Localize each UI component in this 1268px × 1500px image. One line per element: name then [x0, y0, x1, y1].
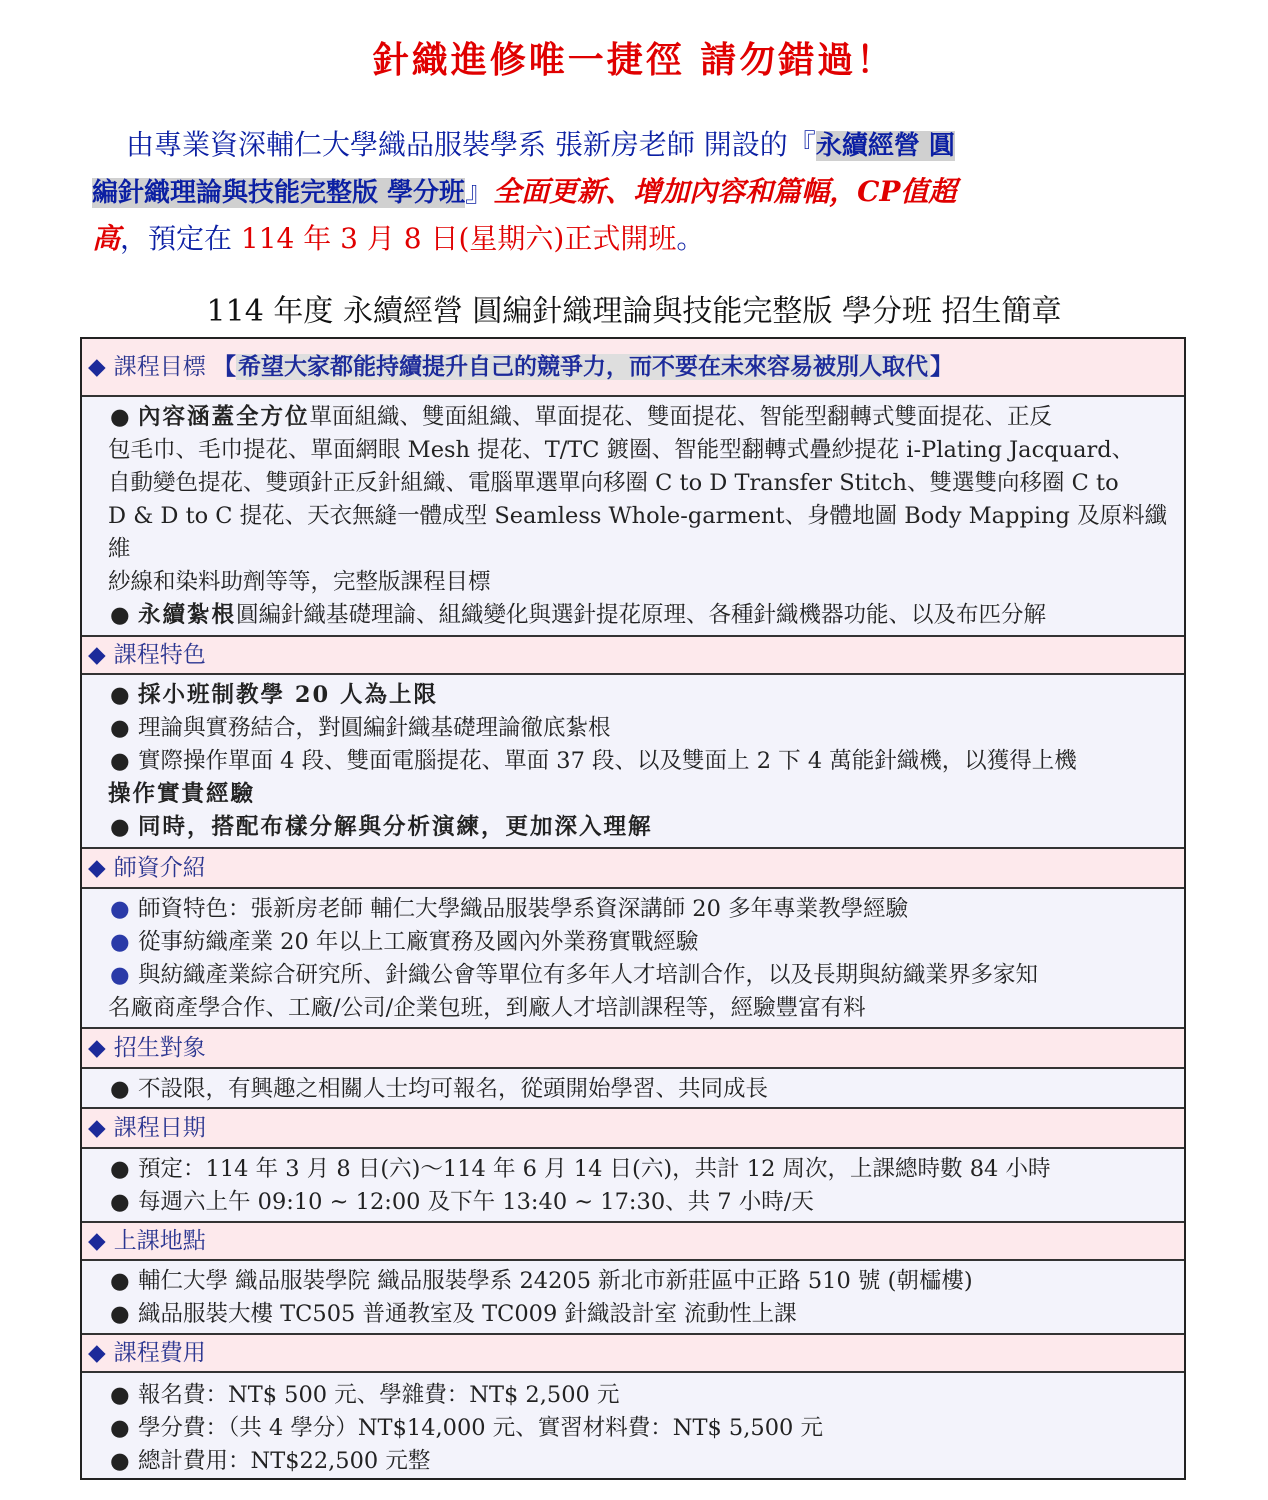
headline: 針織進修唯一捷徑 請勿錯過！ [372, 40, 896, 81]
section-title: 課程特色 [113, 642, 206, 668]
section-header-features [82, 637, 1184, 675]
course-name-highlight-2: 編針織理論與技能完整版 學分班 [92, 178, 466, 208]
section-body-dates [82, 1149, 1184, 1223]
list-item: ● 織品服裝大樓 TC505 普通教室及 TC009 針織設計室 流動性上課 [110, 1298, 1180, 1331]
update-notice: 全面更新、增加內容和篇幅，CP值超 [493, 175, 957, 208]
list-item: ● 不設限，有興趣之相關人士均可報名，從頭開始學習、共同成長 [110, 1073, 1180, 1106]
intro-text-1: 由專業資深輔仁大學織品服裝學系 張新房老師 開設的『 [126, 128, 816, 161]
list-item-cont: 名廠商產學合作、工廠/公司/企業包班，到廠人才培訓課程等，經驗豐富有料 [108, 995, 866, 1021]
diamond-icon: ◆ [88, 642, 106, 668]
list-item: ● 總計費用：NT$22,500 元整 [110, 1445, 1180, 1478]
section-title: 上課地點 [113, 1228, 206, 1254]
section-header-audience [82, 1029, 1184, 1069]
section-header-location [82, 1223, 1184, 1261]
section-title: 課程目標 [113, 354, 206, 380]
list-item-cont: 操作實貴經驗 [108, 781, 256, 807]
list-item: ● 學分費：（共 4 學分）NT$14,000 元、實習材料費：NT$ 5,500 元 [110, 1412, 1180, 1445]
section-header-dates [82, 1109, 1184, 1149]
list-item: ● 從事紡織產業 20 年以上工廠實務及國內外業務實戰經驗 [110, 926, 1180, 959]
goal-slogan: 【希望大家都能持續提升自己的競爭力，而不要在未來容易被別人取代】 [213, 354, 954, 380]
section-title: 師資介紹 [113, 855, 206, 881]
section-body-location [82, 1261, 1184, 1335]
document-title: 114 年度 永續經營 圓編針織理論與技能完整版 學分班 招生簡章 [206, 294, 1062, 329]
list-item-cont: 包毛巾、毛巾提花、單面網眼 Mesh 提花、T/TC 鍍圈、智能型翻轉式疊紗提花 i-Plating Jacquard、 [108, 437, 1135, 463]
list-item: ● 理論與實務結合，對圓編針織基礎理論徹底紮根 [110, 712, 1180, 745]
list-item: ● 輔仁大學 織品服裝學院 織品服裝學系 24205 新北市新莊區中正路 510 號 (朝櫺樓) [110, 1265, 1180, 1298]
list-item: ● 報名費：NT$ 500 元、學雜費：NT$ 2,500 元 [110, 1379, 1180, 1412]
bullet-icon: ● [110, 1448, 130, 1474]
list-item: ● 與紡織產業綜合研究所、針織公會等單位有多年人才培訓合作，以及長期與紡織業界多家知 [110, 959, 1180, 992]
list-item: ● 內容涵蓋全方位單面組織、雙面組織、單面提花、雙面提花、智能型翻轉式雙面提花、正反 [110, 401, 1180, 434]
section-body-audience [82, 1069, 1184, 1109]
start-date: 114 年 3 月 8 日(星期六)正式開班 [240, 222, 677, 255]
section-header-fees [82, 1335, 1184, 1373]
list-item-cont: 紗線和染料助劑等等，完整版課程目標 [108, 569, 491, 595]
section-header-teacher [82, 849, 1184, 889]
intro-text-2: 』 [465, 175, 494, 208]
section-title: 課程日期 [113, 1115, 206, 1141]
bullet-icon: ● [110, 962, 130, 988]
section-body-fees [82, 1373, 1184, 1478]
section-header-goal [82, 339, 1184, 397]
diamond-icon: ◆ [88, 855, 106, 881]
bullet-icon: ● [110, 715, 130, 741]
bullet-icon: ● [110, 682, 130, 708]
list-item: ● 預定：114 年 3 月 8 日(六)～114 年 6 月 14 日(六)，共計 12 周次，上課總時數 84 小時 [110, 1153, 1180, 1186]
bullet-icon: ● [110, 896, 130, 922]
list-item: ● 實際操作單面 4 段、雙面電腦提花、單面 37 段、以及雙面上 2 下 4 萬能針織機，以獲得上機 [110, 745, 1180, 778]
section-body-features [82, 675, 1184, 849]
bullet-icon: ● [110, 748, 130, 774]
intro-text-3: ，預定在 [120, 222, 241, 255]
list-item: ● 每週六上午 09:10 ~ 12:00 及下午 13:40 ~ 17:30、共 7 小時/天 [110, 1186, 1180, 1219]
diamond-icon: ◆ [88, 1228, 106, 1254]
list-item: ● 永續紮根圓編針織基礎理論、組織變化與選針提花原理、各種針織機器功能、以及布匹分解 [110, 599, 1180, 632]
bullet-icon: ● [110, 1189, 130, 1215]
section-title: 課程費用 [113, 1340, 206, 1366]
list-item-cont: 自動變色提花、雙頭針正反針組織、電腦單選單向移圈 C to D Transfer Stitch、雙選雙向移圈 C to [108, 470, 1119, 496]
list-item: ● 採小班制教學 20 人為上限 [110, 679, 1180, 712]
diamond-icon: ◆ [88, 1115, 106, 1141]
course-name-highlight-1: 永續經營 圓 [815, 131, 955, 161]
section-body-goal [82, 397, 1184, 637]
section-body-teacher [82, 889, 1184, 1029]
bullet-icon: ● [110, 1382, 130, 1408]
diamond-icon: ◆ [88, 1035, 106, 1061]
bullet-icon: ● [110, 602, 130, 628]
diamond-icon: ◆ [88, 354, 106, 380]
diamond-icon: ◆ [88, 1340, 106, 1366]
intro-paragraph [92, 122, 1202, 261]
list-item: ● 師資特色：張新房老師 輔仁大學織品服裝學系資深講師 20 多年專業教學經驗 [110, 893, 1180, 926]
bullet-icon: ● [110, 1156, 130, 1182]
list-item: ● 同時，搭配布樣分解與分析演練，更加深入理解 [110, 811, 1180, 844]
bullet-icon: ● [110, 1415, 130, 1441]
admission-table [80, 337, 1186, 1480]
section-title: 招生對象 [113, 1035, 206, 1061]
bullet-icon: ● [110, 1076, 130, 1102]
bullet-icon: ● [110, 404, 130, 430]
update-notice-end: 高 [92, 222, 121, 255]
intro-text-4: 。 [676, 222, 705, 255]
bullet-icon: ● [110, 1268, 130, 1294]
bullet-icon: ● [110, 929, 130, 955]
bullet-icon: ● [110, 814, 130, 840]
bullet-icon: ● [110, 1301, 130, 1327]
list-item-cont: D & D to C 提花、天衣無縫一體成型 Seamless Whole-garment、身體地圖 Body Mapping 及原料纖維 [108, 503, 1168, 562]
